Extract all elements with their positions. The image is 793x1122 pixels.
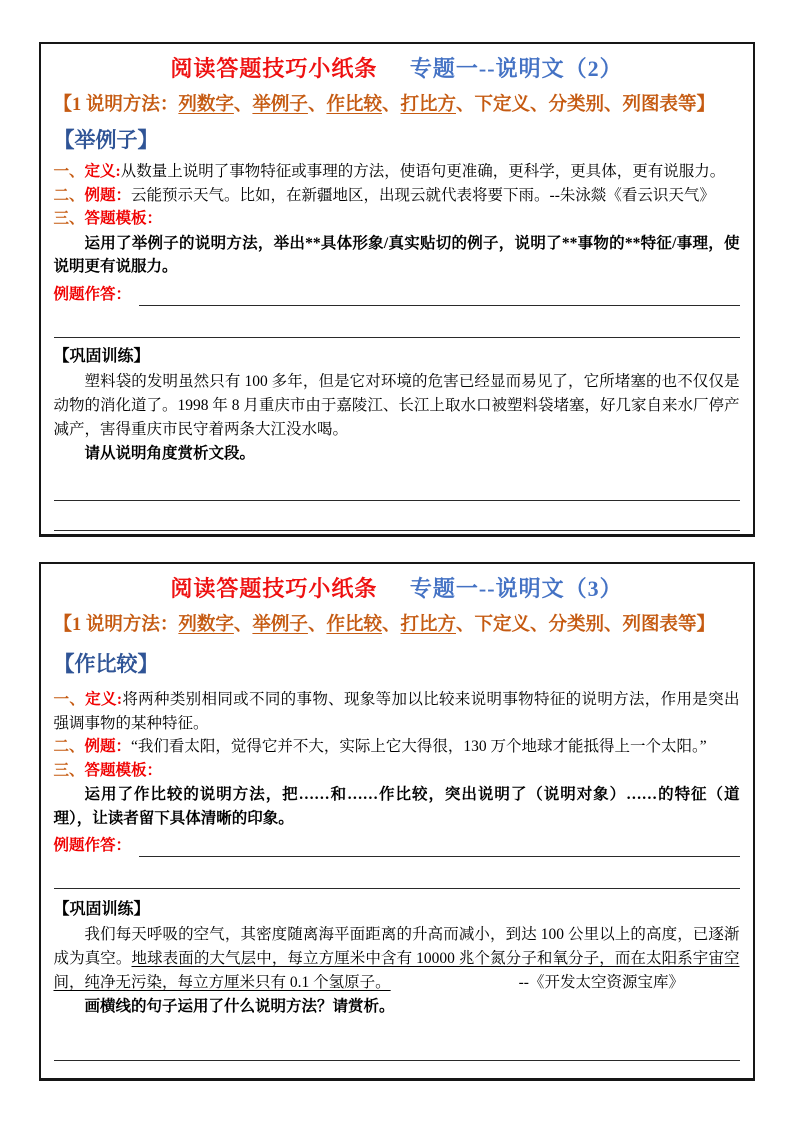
item-number: 二、 <box>53 186 85 204</box>
template-label-item <box>54 759 740 783</box>
method-term: 打比方 <box>400 95 456 115</box>
methods-close: 】 <box>696 615 716 635</box>
answer-write-line <box>139 834 739 857</box>
practice-text-underlined: 地球表面的大气层中，每立方厘米中含有 10000 兆个氮分子和氧分子，而在太阳系宇宙空间，纯净无污染，每立方厘米只有 0.1 个氢原子。 <box>53 950 740 991</box>
method-separator: 、 <box>381 615 401 635</box>
answer-row <box>54 832 740 857</box>
template-text: 运用了作比较的说明方法，把……和……作比较，突出说明了（说明对象）……的特征（道理），让读者留下具体清晰的印象。 <box>53 786 740 827</box>
item-number: 一、 <box>53 163 85 180</box>
definition-text: 将两种类别相同或不同的事物、现象等加以比较来说明事物特征的说明方法，作用是突出强调事物的某种特征。 <box>53 691 740 732</box>
example-label: 例题： <box>84 738 132 755</box>
definition-label: 定义 <box>85 691 117 708</box>
method-separator: 、 <box>233 615 253 635</box>
methods-close: 】 <box>696 95 716 115</box>
definition-label: 定义 <box>84 163 116 180</box>
template-label: 答题模板： <box>84 210 163 227</box>
answer-blanks <box>54 1031 740 1081</box>
card-title <box>54 54 740 84</box>
method-separator: 、 <box>233 95 253 115</box>
definition-colon: : <box>116 691 123 708</box>
methods-open: 【1 说明方法： <box>53 95 179 115</box>
example-item <box>54 184 740 208</box>
answer-write-line <box>139 283 739 306</box>
example-text: “我们看太阳，觉得它并不大，实际上它大得很，130 万个地球才能抵得上一个太阳。” <box>131 738 707 755</box>
practice-paragraph <box>54 923 740 995</box>
methods-line <box>54 92 740 118</box>
answer-write-line <box>54 501 740 531</box>
definition-item <box>54 688 740 735</box>
method-term: 列数字 <box>178 95 234 115</box>
title-topic: 专题一--说明文（3） <box>409 576 623 601</box>
method-separator: 、 <box>456 615 475 635</box>
section-heading: 【举例子】 <box>53 128 159 152</box>
title-main: 阅读答题技巧小纸条 <box>170 576 378 601</box>
section-heading: 【作比较】 <box>53 652 159 676</box>
answer-label: 例题作答： <box>53 285 132 303</box>
template-text: 运用了举例子的说明方法，举出**具体形象/真实贴切的例子，说明了**事物的**特征/事理，使说明更有说服力。 <box>53 234 740 275</box>
title-main: 阅读答题技巧小纸条 <box>170 56 378 81</box>
method-term: 举例子 <box>252 615 308 635</box>
example-text: 云能预示天气。比如，在新疆地区，出现云就代表将要下雨。--朱泳燚《看云识天气》 <box>131 186 715 204</box>
practice-heading: 【巩固训练】 <box>53 347 150 365</box>
practice-text-plain: 我们每天呼吸的空气，其密度随离海平面距离的升高而减小，到达 100 公里以上的高度，已逐渐成为真空。 <box>53 926 740 967</box>
practice-heading: 【巩固训练】 <box>53 901 150 918</box>
template-label: 答题模板： <box>84 761 163 779</box>
item-number: 三、 <box>53 210 85 227</box>
method-term: 列数字 <box>178 615 234 635</box>
answer-write-line <box>54 471 740 501</box>
answer-write-line <box>54 857 740 889</box>
example-label: 例题： <box>84 186 132 204</box>
answer-write-line <box>54 1031 740 1061</box>
example-item <box>54 735 740 759</box>
item-number: 一、 <box>53 691 86 708</box>
method-separator: 、 <box>307 95 327 115</box>
methods-rest: 下定义、分类别、列图表等 <box>474 95 697 115</box>
worksheet-card-2 <box>39 562 755 1081</box>
answer-write-line <box>54 306 740 338</box>
worksheet-card-1 <box>39 42 755 537</box>
method-separator: 、 <box>381 95 401 115</box>
answer-row <box>54 281 740 306</box>
practice-question: 请从说明角度赏析文段。 <box>84 444 256 462</box>
answer-write-line <box>54 1061 740 1081</box>
title-topic: 专题一--说明文（2） <box>409 56 623 81</box>
definition-colon: : <box>115 163 121 180</box>
method-separator: 、 <box>307 615 327 635</box>
methods-line <box>54 612 740 638</box>
method-term: 打比方 <box>400 615 456 635</box>
practice-question: 画横线的句子运用了什么说明方法？请赏析。 <box>84 998 395 1015</box>
item-number: 二、 <box>53 738 85 755</box>
definition-text: 从数量上说明了事物特征或事理的方法，使语句更准确，更科学，更具体，更有说服力。 <box>120 163 726 180</box>
method-term: 举例子 <box>252 95 308 115</box>
answer-label: 例题作答： <box>53 837 132 854</box>
methods-open: 【1 说明方法： <box>53 615 179 635</box>
methods-rest: 下定义、分类别、列图表等 <box>474 615 697 635</box>
answer-blanks <box>54 471 740 538</box>
method-term: 作比较 <box>326 615 382 635</box>
method-term: 作比较 <box>326 95 382 115</box>
definition-item <box>54 160 740 184</box>
practice-source: --《开发太空资源宝库》 <box>518 974 684 991</box>
template-label-item <box>54 207 740 231</box>
answer-write-line <box>54 531 740 538</box>
card-title <box>54 574 740 604</box>
practice-paragraph: 塑料袋的发明虽然只有 100 多年，但是它对环境的危害已经显而易见了，它所堵塞的也不仅仅是动物的消化道了。1998 年 8 月重庆市由于嘉陵江、长江上取水口被塑料袋堵塞，好几家自来水厂停产减产，害得重庆市民守着两条大江没水喝。 <box>53 372 740 438</box>
method-separator: 、 <box>456 95 475 115</box>
item-number: 三、 <box>53 761 85 779</box>
